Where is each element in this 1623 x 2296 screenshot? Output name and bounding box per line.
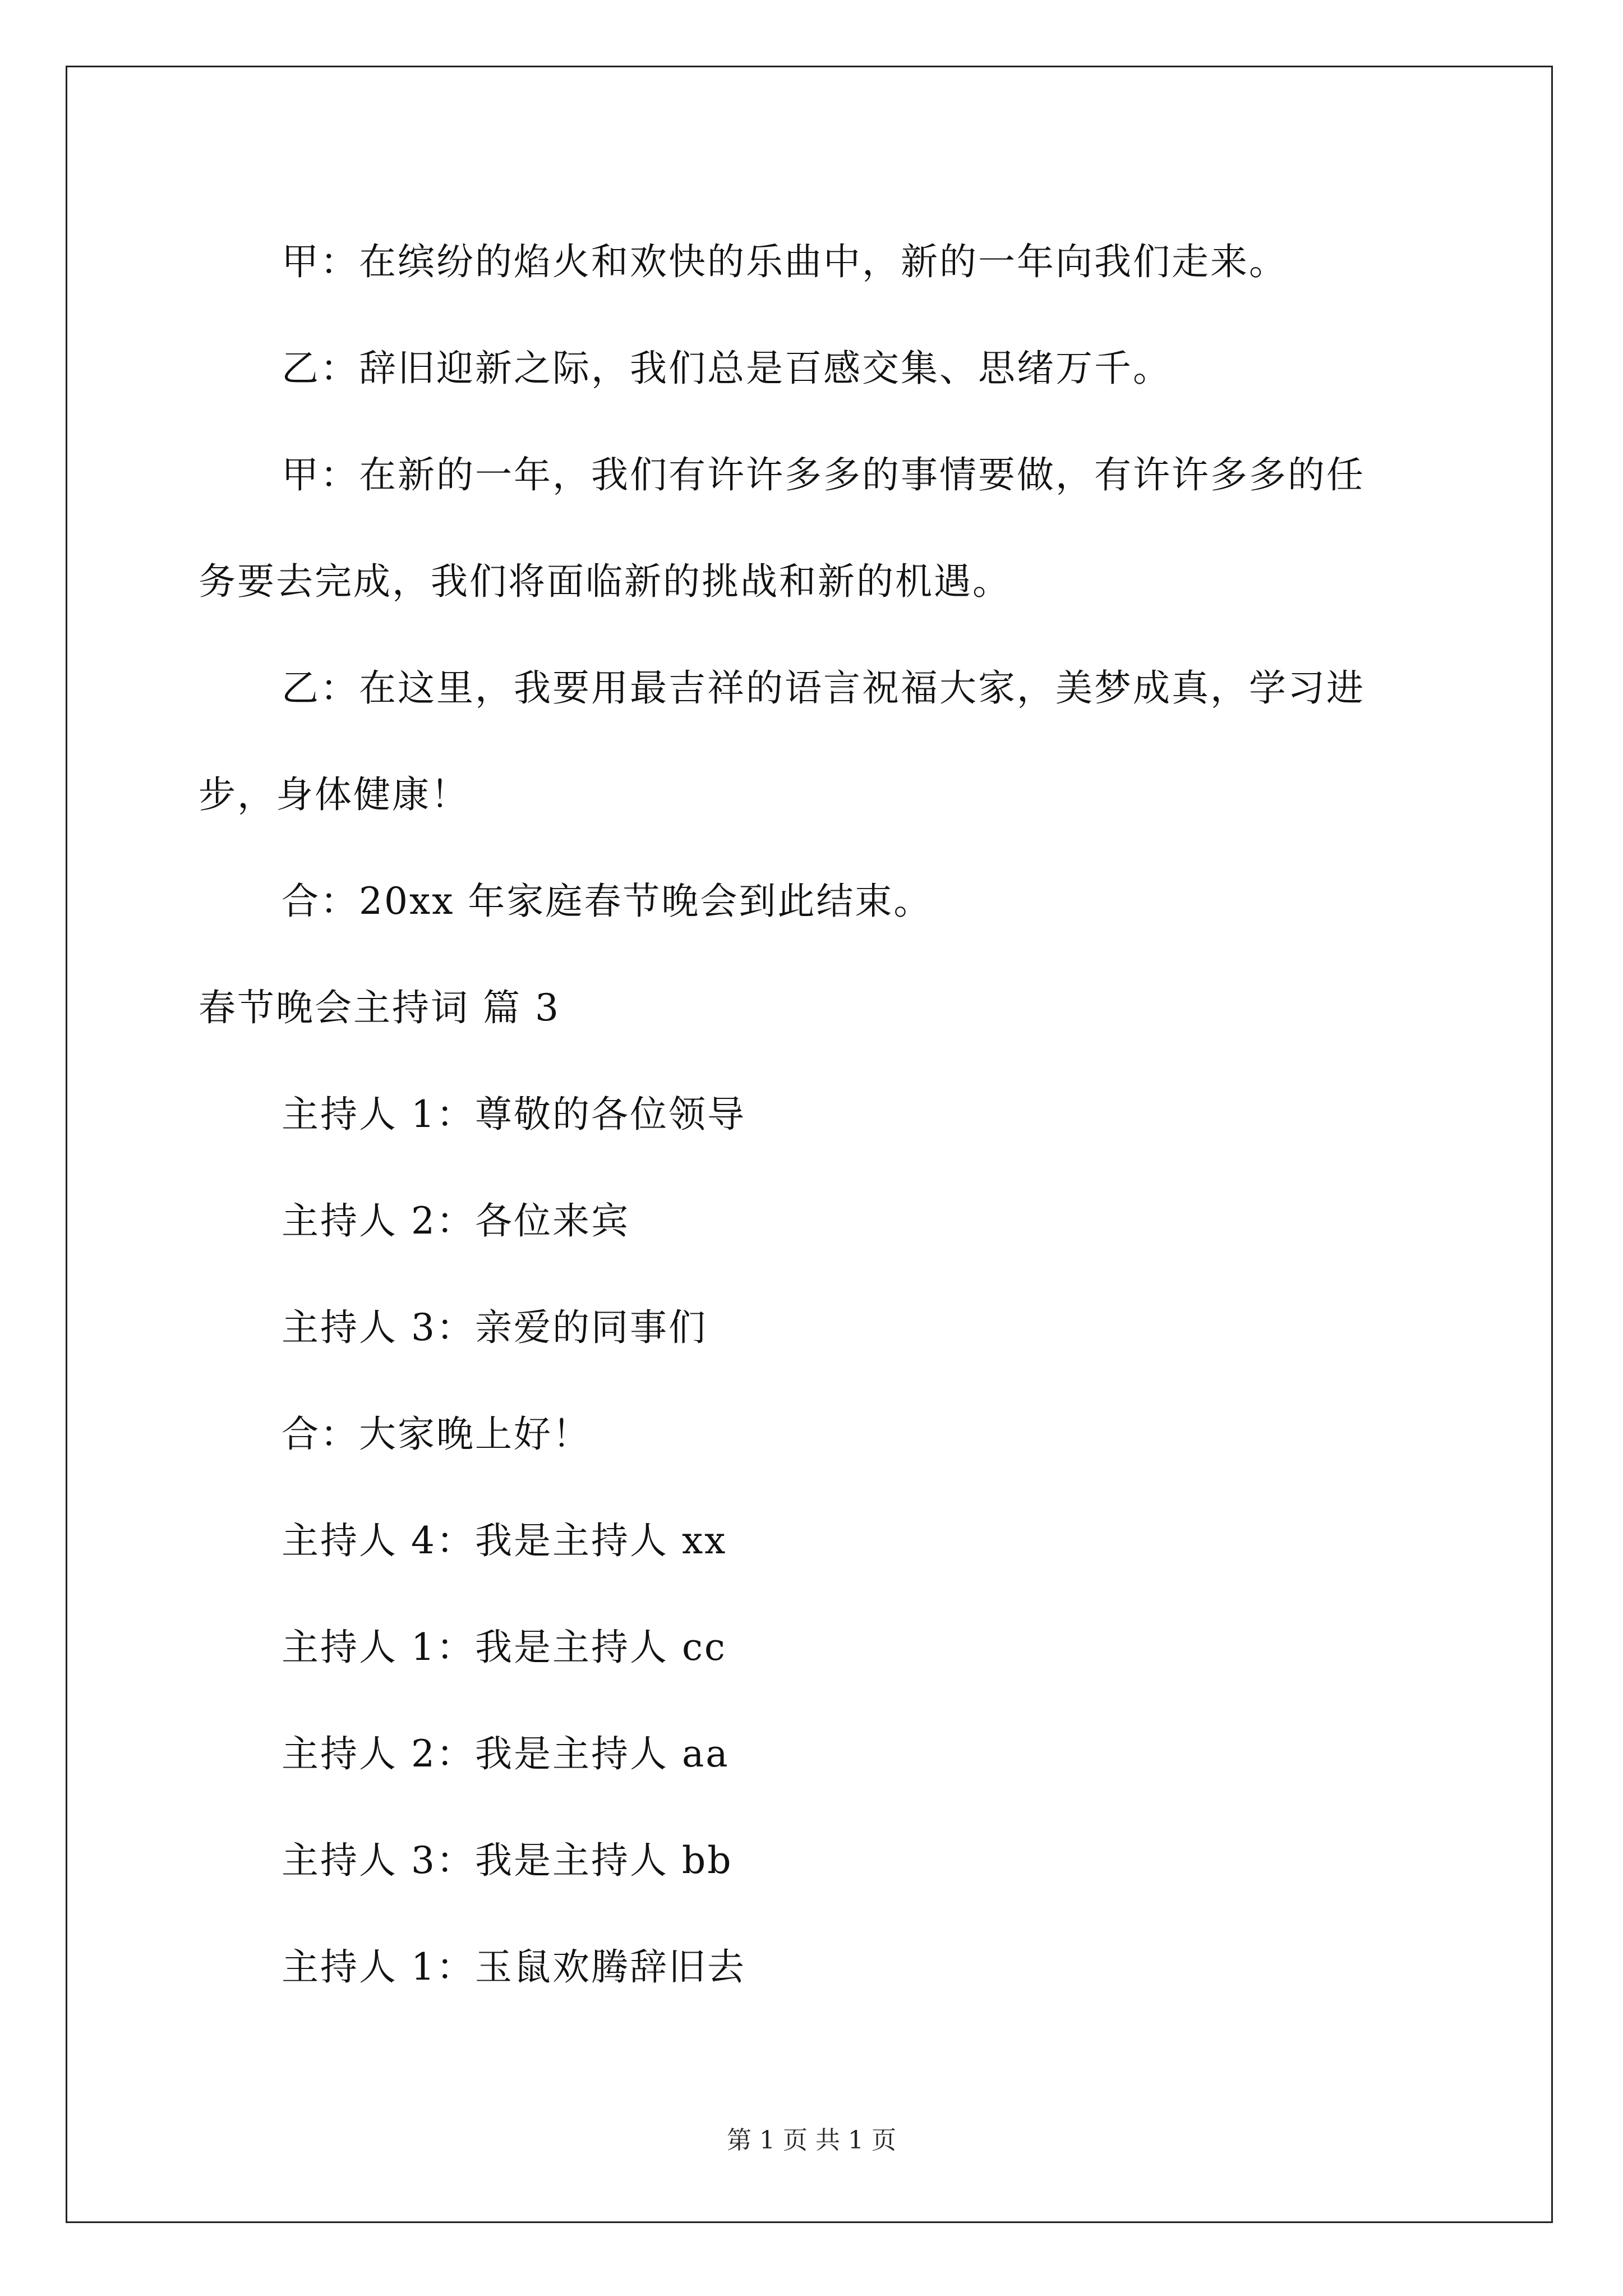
host-line-4: 合：大家晚上好！ <box>282 1412 591 1456</box>
paragraph-2: 乙：辞旧迎新之际，我们总是百感交集、思绪万千。 <box>282 347 1172 390</box>
paragraph-4: 乙：在这里，我要用最吉祥的语言祝福大家，美梦成真，学习进 <box>282 666 1365 710</box>
host-line-3: 主持人 3：亲爱的同事们 <box>282 1306 707 1349</box>
host-line-5: 主持人 4：我是主持人 xx <box>282 1519 727 1562</box>
paragraph-3: 甲：在新的一年，我们有许许多多的事情要做，有许许多多的任 <box>282 453 1365 496</box>
paragraph-1: 甲：在缤纷的焰火和欢快的乐曲中，新的一年向我们走来。 <box>282 240 1288 283</box>
host-line-2: 主持人 2：各位来宾 <box>282 1199 630 1243</box>
section-heading: 春节晚会主持词 篇 3 <box>199 986 560 1029</box>
host-line-7: 主持人 2：我是主持人 aa <box>282 1732 730 1775</box>
host-line-8: 主持人 3：我是主持人 bb <box>282 1839 733 1882</box>
host-line-6: 主持人 1：我是主持人 cc <box>282 1626 727 1669</box>
host-line-1: 主持人 1：尊敬的各位领导 <box>282 1093 746 1136</box>
paragraph-3-continued: 务要去完成，我们将面临新的挑战和新的机遇。 <box>199 560 1011 603</box>
page-footer: 第 1 页 共 1 页 <box>727 2126 896 2155</box>
paragraph-4-continued: 步，身体健康！ <box>199 773 469 816</box>
document-body <box>199 209 1421 2021</box>
host-line-9: 主持人 1：玉鼠欢腾辞旧去 <box>282 1945 746 1989</box>
paragraph-5: 合：20xx 年家庭春节晚会到此结束。 <box>282 880 933 923</box>
